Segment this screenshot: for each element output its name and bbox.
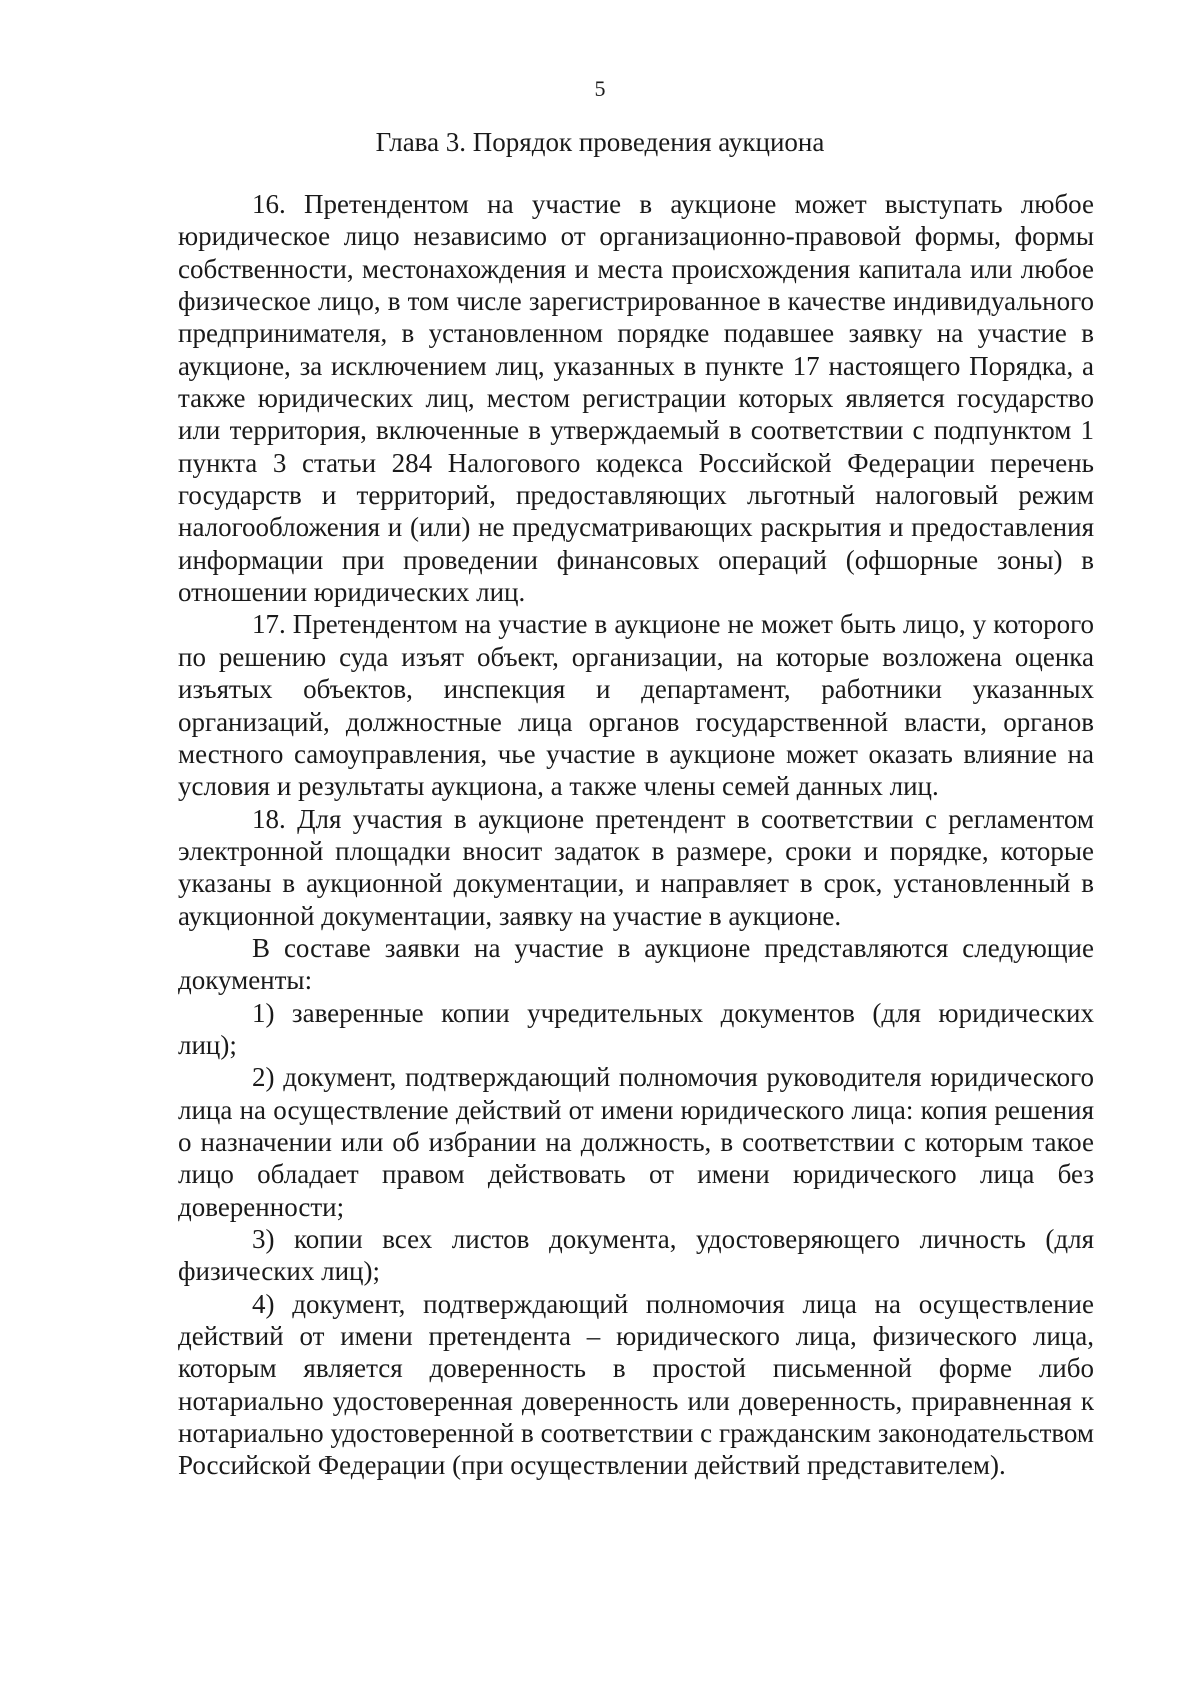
paragraph-17: 17. Претендентом на участие в аукционе не может быть лицо, у которого по решению суда изъят объект, организации, на которые возложена оценка изъятых объектов, инспекция и департамент, работники указанных организаций, должностные лица органов государственной власти, органов местного самоуправления, чье участие в аукционе может оказать влияние на условия и результаты аукциона, а также члены семей данных лиц. (178, 609, 1094, 802)
list-item-4: 4) документ, подтверждающий полномочия лица на осуществление действий от имени претендента – юридического лица, физического лица, которым является доверенность в простой письменной форме либо нотариально удостоверенная доверенность или доверенность, приравненная к нотариально удостоверенной в соответствии с гражданским законодательством Российской Федерации (при осуществлении действий представителем). (178, 1288, 1094, 1481)
list-item-1: 1) заверенные копии учредительных документов (для юридических лиц); (178, 997, 1094, 1060)
document-body (178, 188, 1094, 1482)
list-item-2: 2) документ, подтверждающий полномочия руководителя юридического лица на осуществление действий от имени юридического лица: копия решения о назначении или об избрании на должность, в соответствии с которым такое лицо обладает правом действовать от имени юридического лица без доверенности; (178, 1062, 1094, 1222)
chapter-title: Глава 3. Порядок проведения аукциона (375, 127, 825, 157)
paragraph-application-contents: В составе заявки на участие в аукционе представляются следующие документы: (178, 932, 1094, 996)
paragraph-18: 18. Для участия в аукционе претендент в соответствии с регламентом электронной площадки вносит задаток в размере, сроки и порядке, которые указаны в аукционной документации, и направляет в срок, установленный в аукционной документации, заявку на участие в аукционе. (178, 803, 1094, 931)
list-item-3: 3) копии всех листов документа, удостоверяющего личность (для физических лиц); (178, 1224, 1094, 1287)
paragraph-16: 16. Претендентом на участие в аукционе может выступать любое юридическое лицо независимо от организационно-правовой формы, формы собственности, местонахождения и места происхождения капитала или любое физическое лицо, в том числе зарегистрированное в качестве индивидуального предпринимателя, в установленном порядке подавшее заявку на участие в аукционе, за исключением лиц, указанных в пункте 17 настоящего Порядка, а также юридических лиц, местом регистрации которых является государство или территория, включенные в утверждаемый в соответствии с подпунктом 1 пункта 3 статьи 284 Налогового кодекса Российской Федерации перечень государств и территорий, предоставляющих льготный налоговый режим налогообложения и (или) не предусматривающих раскрытия и предоставления информации при проведении финансовых операций (офшорные зоны) в отношении юридических лиц. (178, 189, 1094, 608)
page-number: 5 (594, 76, 606, 101)
